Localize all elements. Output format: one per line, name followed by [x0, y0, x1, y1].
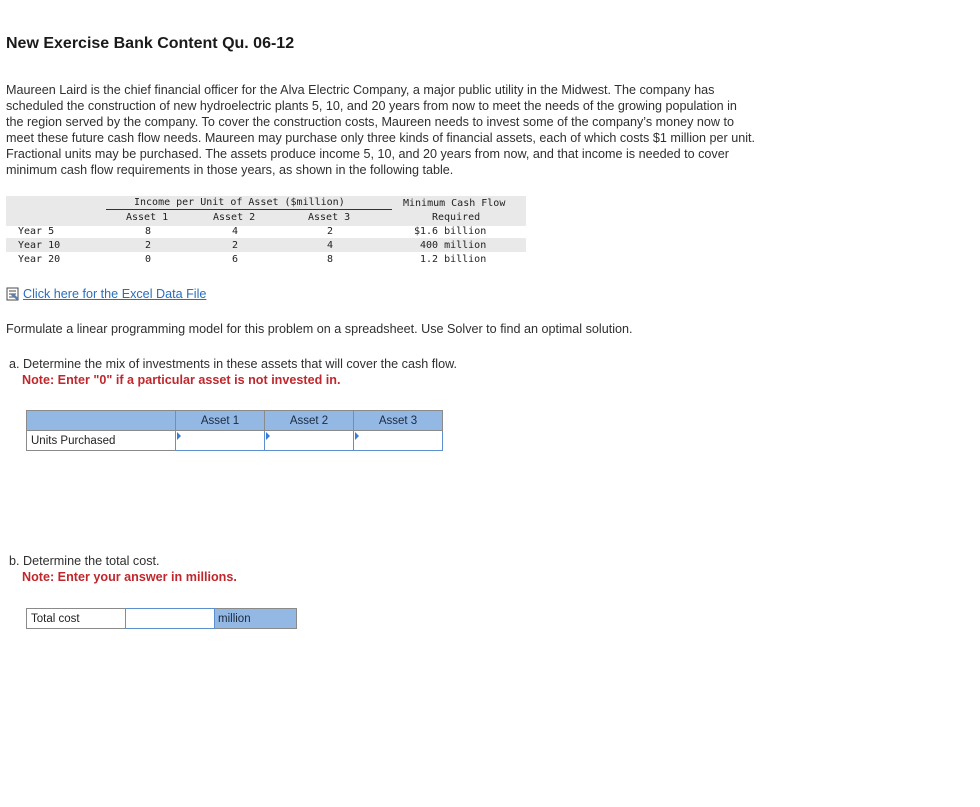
group-header: Income per Unit of Asset ($million) — [134, 197, 345, 208]
asset-2-header: Asset 2 — [265, 411, 354, 431]
problem-description — [6, 82, 866, 178]
instruction-text: Formulate a linear programming model for this problem on a spreadsheet. Use Solver to find an optimal solution. — [6, 322, 633, 336]
min-cash-header: Minimum Cash Flow — [403, 198, 506, 209]
part-b-question: b. Determine the total cost. — [9, 554, 160, 568]
table-cell: 400 million — [420, 240, 487, 251]
excel-file-icon — [6, 287, 20, 301]
table-cell: 0 — [145, 254, 152, 265]
part-b-prompt — [9, 553, 237, 585]
intro-line: Maureen Laird is the chief financial officer for the Alva Electric Company, a major public utility in the Midwest. The company has — [6, 83, 715, 97]
table-cell: 8 — [327, 254, 334, 265]
intro-line: meet these future cash flow needs. Maureen may purchase only three kinds of financial assets, each of which costs $1 million per unit. — [6, 131, 756, 145]
intro-line: Fractional units may be purchased. The assets produce income 5, 10, and 20 years from now, and that income is needed to cover — [6, 147, 729, 161]
asset-header: Asset 3 — [308, 212, 351, 223]
min-cash-header: Required — [432, 212, 481, 223]
row-label: Year 10 — [18, 240, 61, 251]
header-rule — [106, 209, 392, 210]
row-label: Year 20 — [18, 254, 61, 265]
table-cell: 4 — [327, 240, 334, 251]
part-a-question: a. Determine the mix of investments in these assets that will cover the cash flow. — [9, 357, 457, 371]
row-label: Year 5 — [18, 226, 55, 237]
units-purchased-table — [26, 410, 443, 451]
asset-1-units-input[interactable] — [176, 431, 265, 451]
table-cell: 2 — [145, 240, 152, 251]
units-purchased-label: Units Purchased — [27, 431, 176, 451]
intro-line: the region served by the company. To cover the construction costs, Maureen needs to invest some of the company’s money now to — [6, 115, 735, 129]
asset-1-header: Asset 1 — [176, 411, 265, 431]
excel-link-text[interactable]: Click here for the Excel Data File — [23, 287, 207, 301]
asset-3-header: Asset 3 — [354, 411, 443, 431]
table-cell: 2 — [327, 226, 334, 237]
intro-line: scheduled the construction of new hydroelectric plants 5, 10, and 20 years from now to meet the needs of the growing population in — [6, 99, 737, 113]
income-data-table — [6, 196, 526, 270]
intro-line: minimum cash flow requirements in those years, as shown in the following table. — [6, 163, 454, 177]
table-cell: 2 — [232, 240, 239, 251]
part-a-prompt — [9, 356, 457, 388]
excel-data-file-link[interactable] — [6, 287, 206, 301]
asset-3-units-input[interactable] — [354, 431, 443, 451]
table-cell: $1.6 billion — [414, 226, 487, 237]
asset-header: Asset 1 — [126, 212, 169, 223]
table-cell: 1.2 billion — [420, 254, 487, 265]
table-cell: 8 — [145, 226, 152, 237]
part-a-note: Note: Enter "0" if a particular asset is not invested in. — [22, 373, 341, 387]
empty-header-cell — [27, 411, 176, 431]
table-cell: 6 — [232, 254, 239, 265]
part-b-note: Note: Enter your answer in millions. — [22, 570, 237, 584]
unit-label: million — [215, 609, 297, 629]
total-cost-table — [26, 608, 297, 629]
asset-2-units-input[interactable] — [265, 431, 354, 451]
asset-header: Asset 2 — [213, 212, 256, 223]
table-cell: 4 — [232, 226, 239, 237]
total-cost-label: Total cost — [27, 609, 126, 629]
page-title: New Exercise Bank Content Qu. 06-12 — [6, 35, 295, 52]
total-cost-input[interactable] — [126, 609, 215, 629]
